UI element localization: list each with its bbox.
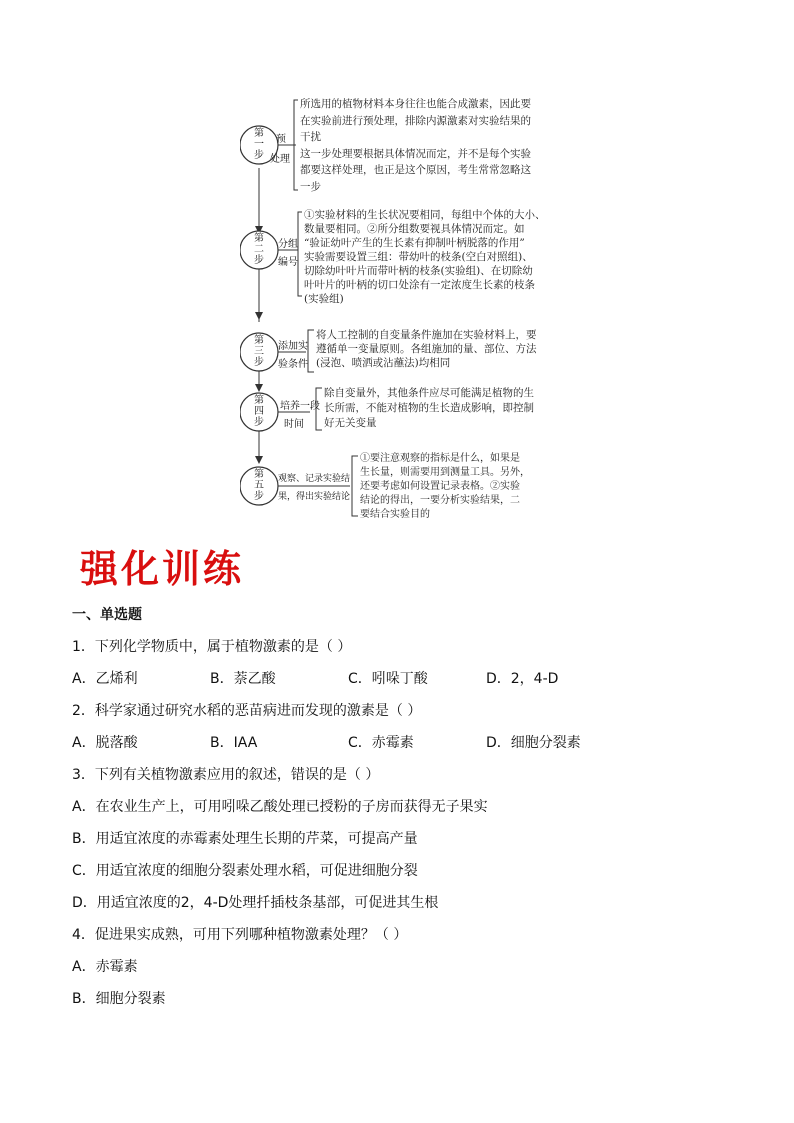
desc-line: 干扰: [300, 131, 321, 143]
step-4-circle-label: 第 四 步: [254, 395, 264, 428]
step-1-circle-label: 第 一 步: [254, 128, 264, 161]
question-3-option-a[interactable]: A．在农业生产上，可用吲哚乙酸处理已授粉的子房而获得无子果实: [72, 799, 488, 815]
step-4-description: [324, 386, 562, 431]
question-2-option-b[interactable]: B．IAA: [210, 735, 258, 751]
desc-line: 生长量，则需要用到测量工具。另外，: [360, 467, 530, 478]
desc-line: “验证幼叶产生的生长素有抑制叶柄脱落的作用”: [304, 237, 525, 249]
question-2-option-a[interactable]: A．脱落酸: [72, 735, 138, 751]
question-2-stem: 2．科学家通过研究水稻的恶苗病进而发现的激素是（ ）: [72, 703, 422, 719]
step-3-circle-label: 第 三 步: [254, 335, 264, 368]
question-2-option-d[interactable]: D．细胞分裂素: [486, 735, 581, 751]
desc-line: 遵循单一变量原则。各组施加的量、部位、方法: [316, 343, 537, 355]
section-title: 强化训练: [80, 547, 245, 591]
step-5-label-a: 观察、记录实验结: [278, 474, 351, 484]
desc-line: 好无关变量: [324, 417, 377, 429]
part-heading: 一、单选题: [72, 607, 142, 623]
step-2-circle-label: 第 二 步: [254, 233, 264, 266]
step-1-description: [300, 96, 562, 195]
step-2-label-b: 编号: [278, 257, 298, 268]
step-4-label-a: 培养一段: [280, 401, 320, 412]
question-4-option-a[interactable]: A．赤霉素: [72, 959, 138, 975]
step-4-label-b: 时间: [284, 419, 304, 430]
desc-line: 都要这样处理，也正是这个原因，考生常常忽略这: [300, 164, 531, 176]
desc-line: 将人工控制的自变量条件施加在实验材料上，要: [316, 329, 537, 341]
question-1-stem: 1．下列化学物质中，属于植物激素的是（ ）: [72, 639, 352, 655]
question-4-stem: 4．促进果实成熟，可用下列哪种植物激素处理？（ ）: [72, 927, 408, 943]
desc-line: 切除幼叶叶片而带叶柄的枝条(实验组)、在切除幼: [304, 265, 533, 277]
desc-line: 结论的得出，一要分析实验结果，二: [360, 495, 520, 506]
desc-line: 叶叶片的叶柄的切口处涂有一定浓度生长素的枝条: [304, 279, 535, 291]
question-2-option-c[interactable]: C．赤霉素: [348, 735, 414, 751]
step-5-description: [360, 452, 560, 522]
desc-line: 还要考虑如何设置记录表格。②实验: [360, 481, 520, 492]
desc-line: ①实验材料的生长状况要相同，每组中个体的大小、: [304, 209, 546, 221]
question-3-stem: 3．下列有关植物激素应用的叙述，错误的是（ ）: [72, 767, 380, 783]
step-2-label-a: 分组: [278, 239, 298, 250]
experiment-flowchart: [240, 90, 560, 530]
question-3-option-c[interactable]: C．用适宜浓度的细胞分裂素处理水稻，可促进细胞分裂: [72, 863, 418, 879]
desc-line: (浸泡、喷洒或沾蘸法)均相同: [316, 357, 451, 369]
desc-line: ①要注意观察的指标是什么，如果是: [360, 453, 520, 464]
desc-line: 长所需，不能对植物的生长造成影响，即控制: [324, 402, 534, 414]
step-5-label-b: 果，得出实验结论: [278, 492, 351, 502]
desc-line: (实验组): [304, 293, 344, 305]
desc-line: 在实验前进行预处理，排除内源激素对实验结果的: [300, 114, 531, 127]
question-1-option-b[interactable]: B．萘乙酸: [210, 671, 276, 687]
desc-line: 实验需要设置三组：带幼叶的枝条(空白对照组)、: [304, 251, 533, 263]
step-2-description: [304, 208, 562, 306]
step-3-label-a: 添加实: [278, 341, 308, 352]
desc-line: 一步: [300, 180, 321, 193]
question-3-option-b[interactable]: B．用适宜浓度的赤霉素处理生长期的芹菜，可提高产量: [72, 831, 418, 847]
desc-line: 数量要相同。②所分组数要视具体情况而定。如: [304, 223, 525, 235]
step-1-label-b: 处理: [270, 154, 290, 165]
question-3-option-d[interactable]: D．用适宜浓度的2，4-D处理扦插枝条基部，可促进其生根: [72, 895, 439, 911]
question-1-option-c[interactable]: C．吲哚丁酸: [348, 671, 428, 687]
desc-line: 所选用的植物材料本身往往也能合成激素，因此要: [300, 98, 531, 110]
question-4-option-b[interactable]: B．细胞分裂素: [72, 991, 166, 1007]
step-1-label-a: 预: [276, 134, 286, 145]
step-5-circle-label: 第 五 步: [254, 469, 264, 502]
desc-line: 这一步处理要根据具体情况而定，并不是每个实验: [300, 147, 531, 160]
step-3-label-b: 验条件: [278, 359, 308, 370]
question-1-option-d[interactable]: D．2，4-D: [486, 671, 559, 687]
question-1-option-a[interactable]: A．乙烯利: [72, 671, 138, 687]
step-3-description: [316, 328, 562, 370]
desc-line: 要结合实验目的: [360, 509, 430, 520]
desc-line: 除自变量外，其他条件应尽可能满足植物的生: [324, 387, 534, 399]
